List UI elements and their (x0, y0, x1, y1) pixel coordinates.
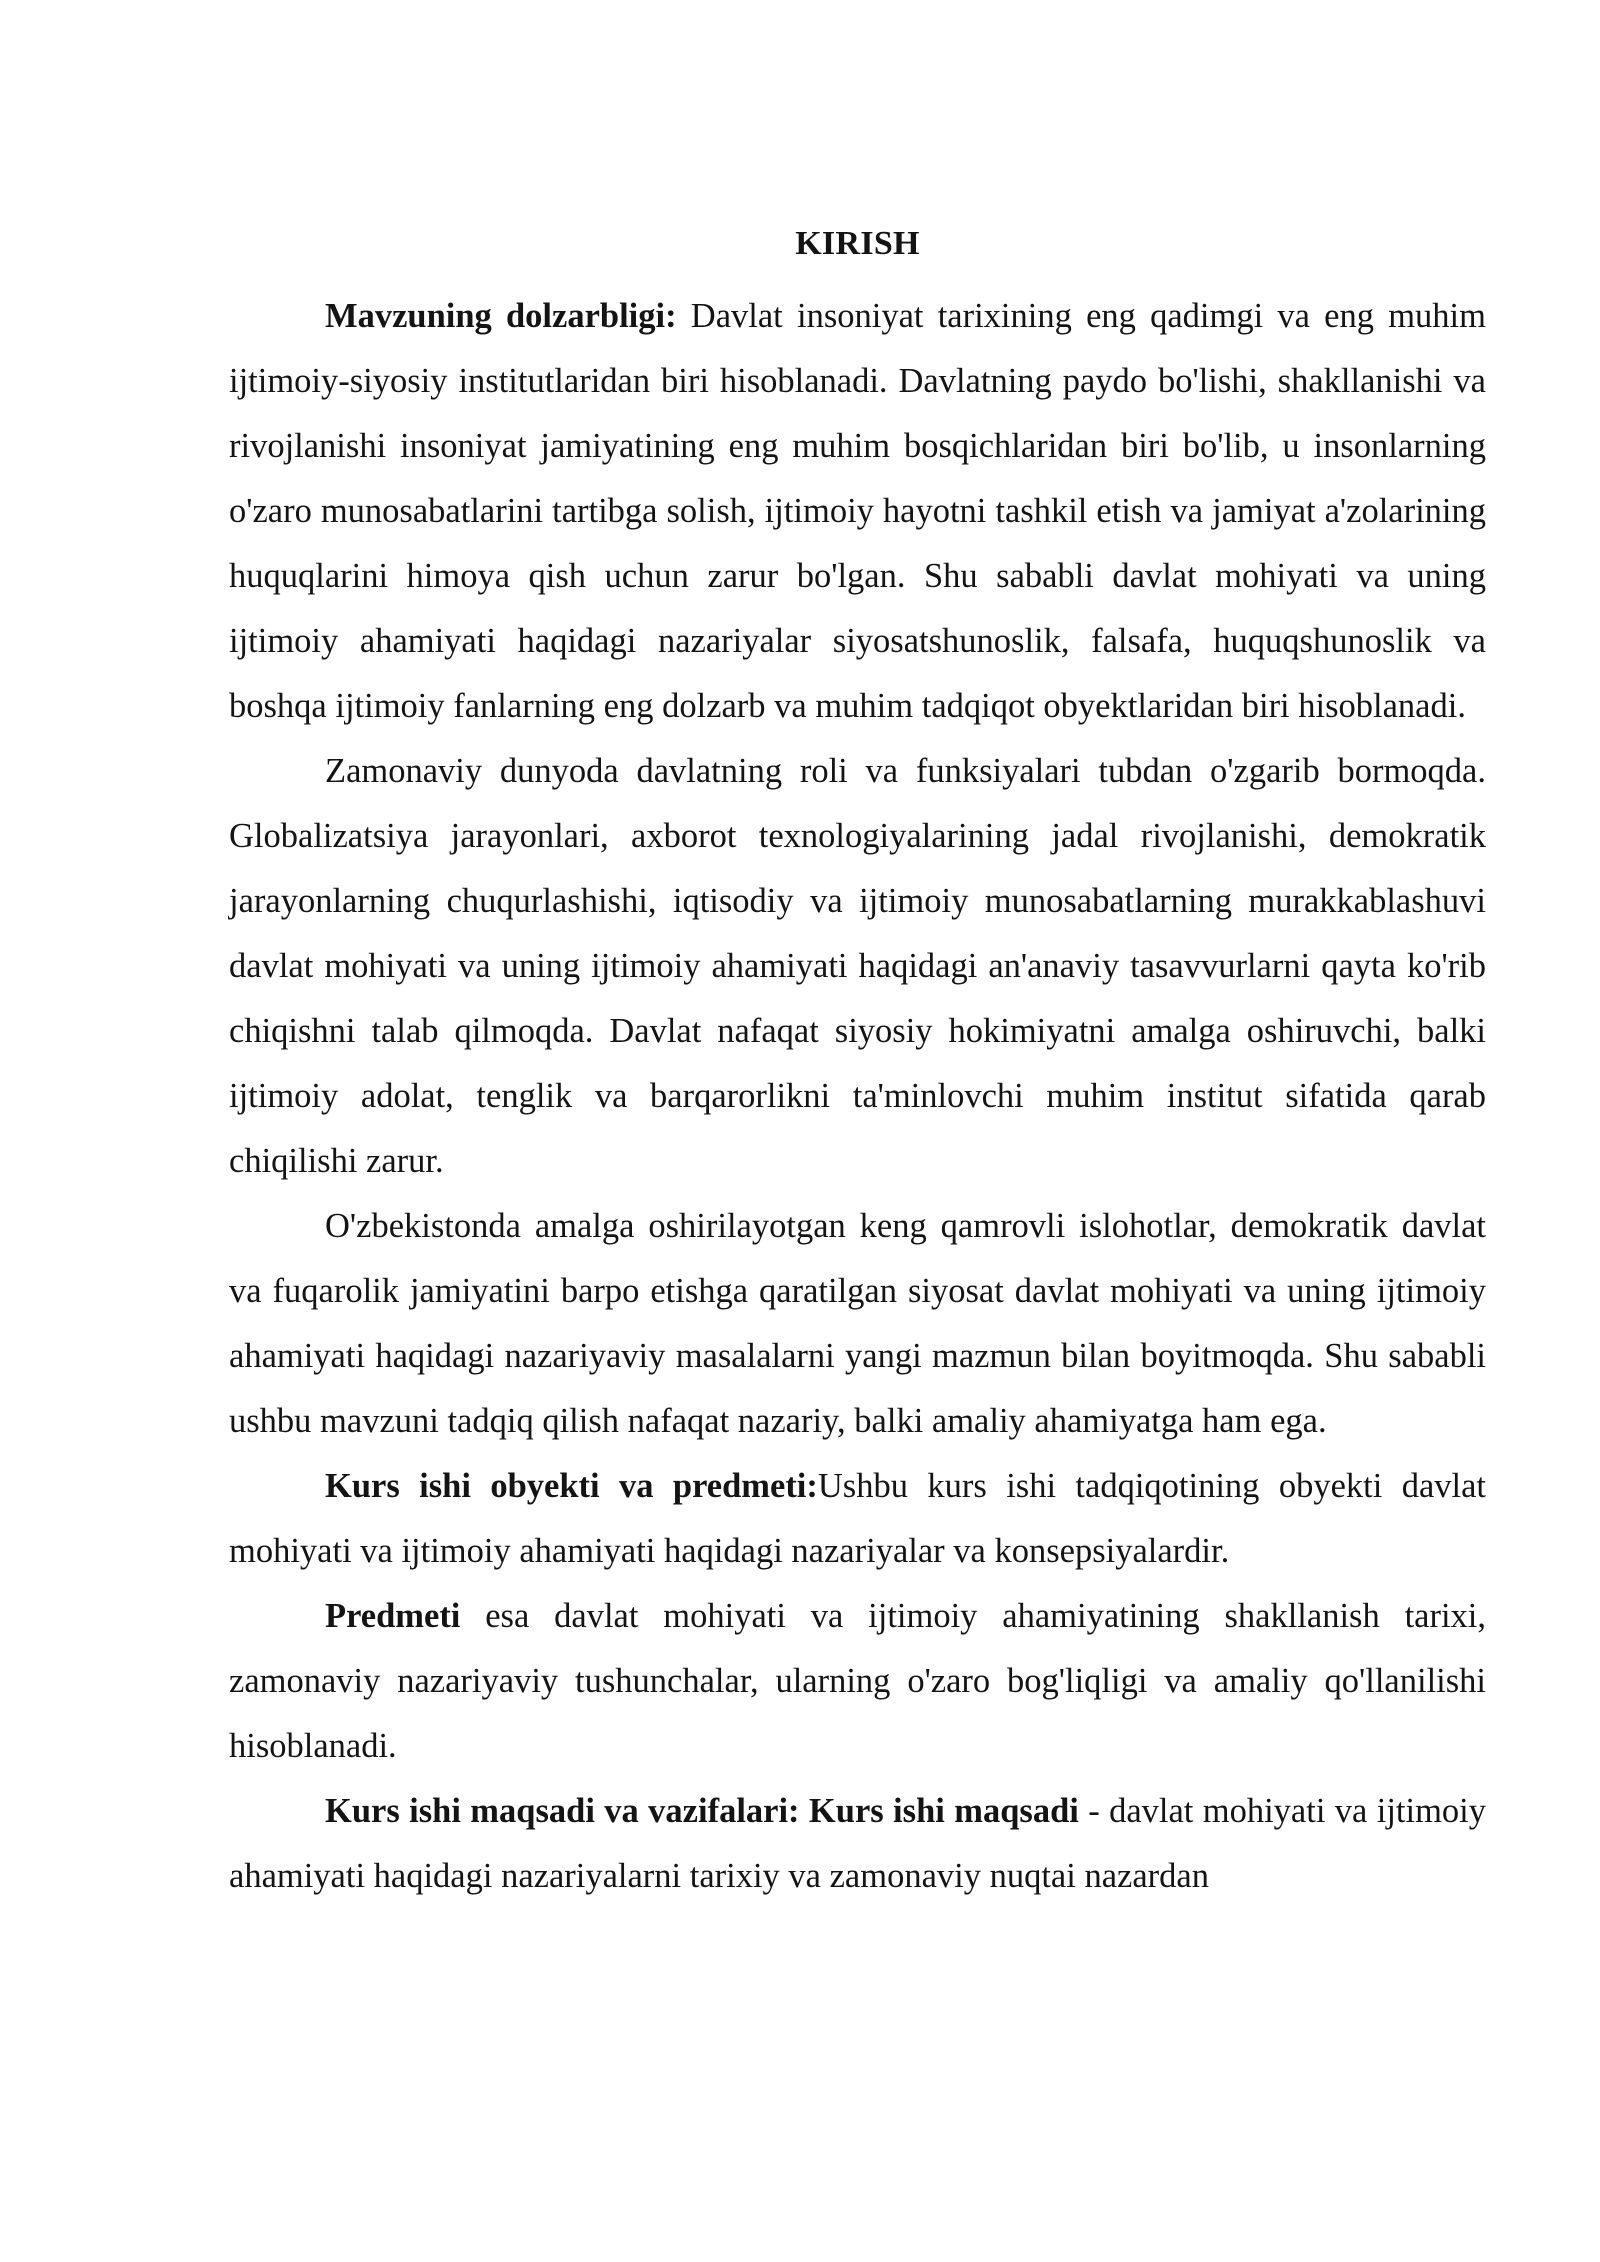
paragraph-lead: Predmeti (325, 1597, 461, 1635)
paragraph-predmet (229, 1584, 1486, 1779)
paragraph-ozbekiston (229, 1194, 1486, 1454)
paragraph-lead: Kurs ishi obyekti va predmeti: (325, 1467, 818, 1505)
paragraph-maqsad (229, 1779, 1486, 1909)
paragraph-text: Davlat insoniyat tarixining eng qadimgi va eng muhim ijtimoiy-siyosiy institutlaridan biri hisoblanadi. Davlatning paydo bo'lishi, shakllanishi va rivojlanishi insoniyat jamiyatining eng muhim bosqichlaridan biri bo'lib, u insonlarning o'zaro munosabatlarini tartibga solish, ijtimoiy hayotni tashkil etish va jamiyat a'zolarining huquqlarini himoya qish uchun zarur bo'lgan. Shu sababli davlat mohiyati va uning ijtimoiy ahamiyati haqidagi nazariyalar siyosatshunoslik, falsafa, huquqshunoslik va boshqa ijtimoiy fanlarning eng dolzarb va muhim tadqiqot obyektlaridan biri hisoblanadi. (229, 297, 1486, 725)
paragraph-lead: Mavzuning dolzarbligi: (325, 297, 677, 335)
paragraph-zamonaviy (229, 739, 1486, 1194)
paragraph-text: Zamonaviy dunyoda davlatning roli va funksiyalari tubdan o'zgarib bormoqda. Globalizatsiya jarayonlari, axborot texnologiyalarining jadal rivojlanishi, demokratik jarayonlarning chuqurlashishi, iqtisodiy va ijtimoiy munosabatlarning murakkablashuvi davlat mohiyati va uning ijtimoiy ahamiyati haqidagi an'anaviy tasavvurlarni qayta ko'rib chiqishni talab qilmoqda. Davlat nafaqat siyosiy hokimiyatni amalga oshiruvchi, balki ijtimoiy adolat, tenglik va barqarorlikni ta'minlovchi muhim institut sifatida qarab chiqilishi zarur. (229, 752, 1486, 1180)
page-title: KIRISH (795, 225, 920, 262)
paragraph-lead: Kurs ishi maqsadi va vazifalari: Kurs ishi maqsadi (325, 1792, 1079, 1830)
paragraph-text: O'zbekistonda amalga oshirilayotgan keng qamrovli islohotlar, demokratik davlat va fuqarolik jamiyatini barpo etishga qaratilgan siyosat davlat mohiyati va uning ijtimoiy ahamiyati haqidagi nazariyaviy masalalarni yangi mazmun bilan boyitmoqda. Shu sababli ushbu mavzuni tadqiq qilish nafaqat nazariy, balki amaliy ahamiyatga ham ega. (229, 1207, 1486, 1440)
paragraph-text: Ushbu kurs ishi tadqiqotining obyekti davlat mohiyati va ijtimoiy ahamiyati haqidagi nazariyalar va konsepsiyalardir. (229, 1467, 1486, 1570)
paragraph-text: esa davlat mohiyati va ijtimoiy ahamiyatining shakllanish tarixi, zamonaviy nazariyaviy tushunchalar, ularning o'zaro bog'liqligi va amaliy qo'llanilishi hisoblanadi. (229, 1597, 1486, 1765)
paragraph-dolzarblik (229, 284, 1486, 739)
document-body (229, 218, 1486, 1909)
paragraph-text: - davlat mohiyati va ijtimoiy ahamiyati haqidagi nazariyalarni tarixiy va zamonaviy nuqtai nazardan (229, 1792, 1486, 1895)
paragraph-obyekt (229, 1454, 1486, 1584)
